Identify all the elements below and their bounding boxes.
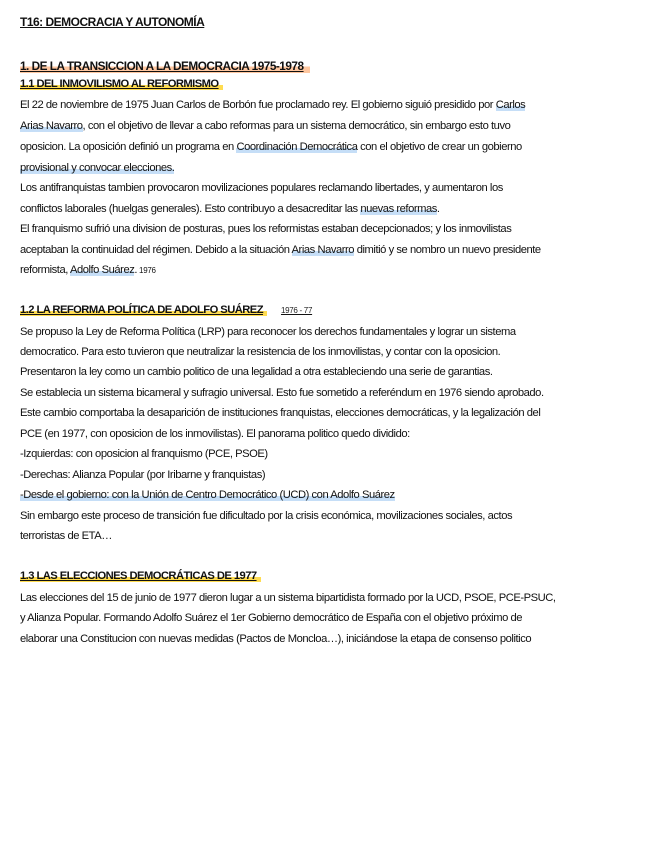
text-run: . (436, 203, 440, 215)
list-item: -Izquierdas: con oposicion al franquismo (PCE, PSOE) (20, 448, 268, 460)
text-run: aceptaban la continuidad del régimen. Debido a la situación (20, 244, 292, 256)
text-run: oposicion. La oposición definió un programa en (20, 141, 237, 153)
list-item (20, 487, 395, 503)
highlighted-text: Adolfo Suárez (69, 264, 135, 276)
paragraph-line: Sin embargo este proceso de transición fue dificultado por la crisis económica, movilizaciones sociales, actos (20, 510, 513, 522)
text-run: . (134, 264, 138, 276)
paragraph-line: Se establecia un sistema bicameral y sufragio universal. Esto fue sometido a referéndum en 1976 siendo aprobado. (20, 387, 544, 399)
page-title: T16: DEMOCRACIA Y AUTONOMÍA (20, 15, 205, 29)
subsection-1-2-heading (20, 304, 312, 316)
text-run: reformista, (20, 264, 70, 276)
paragraph-line (20, 97, 525, 113)
paragraph-line (20, 262, 156, 279)
section-1-heading-text: 1. DE LA TRANSICCION A LA DEMOCRACIA 1975-1978 (20, 59, 310, 73)
paragraph-line: y Alianza Popular. Formando Adolfo Suárez el 1er Gobierno democrático de España con el objetivo próximo de (20, 612, 523, 624)
highlighted-text: Coordinación Democrática (236, 141, 358, 153)
highlighted-text: Arias Navarro (291, 244, 355, 256)
paragraph-line: Este cambio comportaba la desaparición de instituciones franquistas, elecciones democráticas, y la legalización del (20, 407, 541, 419)
text-run: con el objetivo de crear un gobierno (357, 141, 522, 153)
highlighted-text: provisional y convocar elecciones. (20, 162, 175, 174)
paragraph-line: PCE (en 1977, con oposicion de los inmovilistas). El panorama politico quedo dividido: (20, 428, 410, 440)
highlighted-text: Carlos (495, 99, 526, 111)
subsection-1-1-heading (20, 78, 223, 90)
highlighted-text: -Desde el gobierno: con la Unión de Centro Democrático (UCD) con Adolfo Suárez (20, 489, 395, 501)
subsection-1-1-heading-text: 1.1 DEL INMOVILISMO AL REFORMISMO (20, 78, 223, 90)
paragraph-line: Se propuso la Ley de Reforma Política (LRP) para reconocer los derechos fundamentales y lograr un sistema (20, 326, 516, 338)
list-item: -Derechas: Alianza Popular (por Iribarne y franquistas) (20, 469, 266, 481)
paragraph-line: Los antifranquistas tambien provocaron movilizaciones populares reclamando libertades, y aumentaron los (20, 182, 503, 194)
text-run: El 22 de noviembre de 1975 Juan Carlos de Borbón fue proclamado rey. El gobierno siguió presidido por (20, 99, 496, 111)
section-1-heading (20, 59, 310, 73)
subsection-1-2-heading-text: 1.2 LA REFORMA POLÍTICA DE ADOLFO SUÁREZ (20, 304, 267, 316)
handwritten-note: 1976 - 77 (280, 306, 313, 315)
subsection-1-3-heading (20, 570, 261, 582)
paragraph-line (20, 139, 522, 155)
text-run: dimitió y se nombro un nuevo presidente (354, 244, 541, 256)
paragraph-line (20, 242, 541, 258)
paragraph-line (20, 160, 174, 176)
paragraph-line: El franquismo sufrió una division de posturas, pues los reformistas estaban decepcionados; y los inmovilistas (20, 223, 512, 235)
text-run: , con el objetivo de llevar a cabo reformas para un sistema democrático, sin embargo esto tuvo (82, 120, 511, 132)
highlighted-text: Arias Navarro (20, 120, 83, 132)
paragraph-line (20, 118, 510, 134)
highlighted-text: nuevas reformas (360, 203, 437, 215)
paragraph-line: Presentaron la ley como un cambio politico de una legalidad a otra estableciendo una serie de garantias. (20, 366, 493, 378)
subsection-1-3-heading-text: 1.3 LAS ELECCIONES DEMOCRÁTICAS DE 1977 (20, 570, 261, 582)
paragraph-line: Las elecciones del 15 de junio de 1977 dieron lugar a un sistema bipartidista formado por la UCD, PSOE, PCE-PSUC, (20, 592, 556, 604)
paragraph-line (20, 201, 440, 217)
paragraph-line: terroristas de ETA… (20, 530, 112, 542)
handwritten-note: 1976 (139, 266, 156, 275)
paragraph-line: elaborar una Constitucion con nuevas medidas (Pactos de Moncloa…), iniciándose la etapa de consenso politico (20, 633, 532, 645)
text-run: conflictos laborales (huelgas generales). Esto contribuyo a desacreditar las (20, 203, 361, 215)
paragraph-line: democratico. Para esto tuvieron que neutralizar la resistencia de los inmovilistas, y contar con la oposicion. (20, 346, 501, 358)
